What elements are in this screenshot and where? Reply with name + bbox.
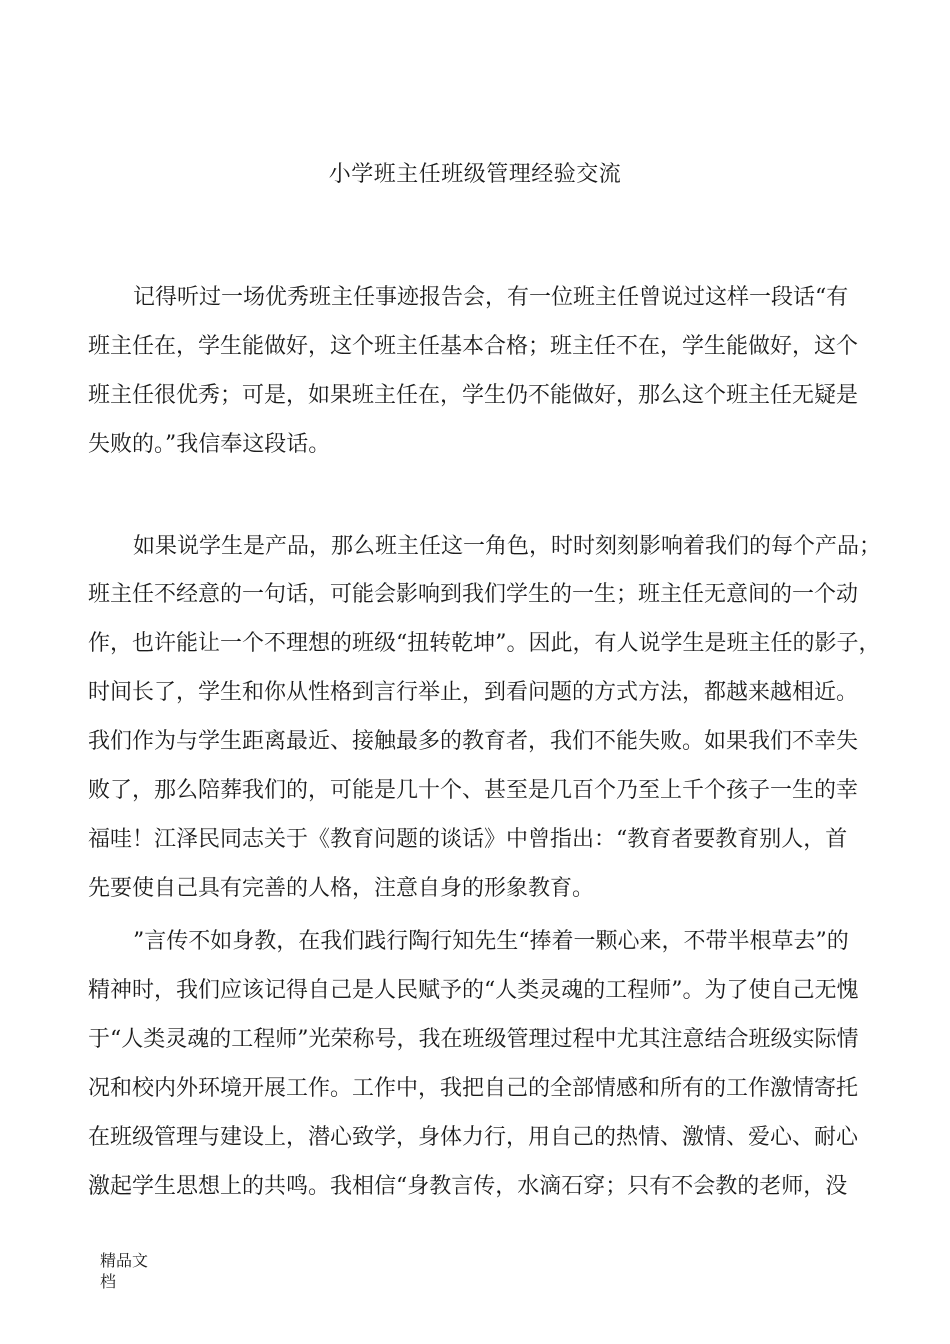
paragraph-1-line-4: 失败的。”我信奉这段话。 [88,432,331,457]
paragraph-2-line-4: 时间长了，学生和你从性格到言行举止，到看问题的方式方法，都越来越相近。 [88,680,859,705]
paragraph-3-line-2: 精神时，我们应该记得自己是人民赋予的“人类灵魂的工程师”。为了使自己无愧 [88,978,859,1003]
paragraph-3-line-1: ”言传不如身教，在我们践行陶行知先生“捧着一颗心来，不带半根草去”的 [133,929,849,954]
paragraph-2-line-6: 败了，那么陪葬我们的，可能是几十个、甚至是几百个乃至上千个孩子一生的幸 [88,778,859,803]
paragraph-2-line-1: 如果说学生是产品，那么班主任这一角色，时时刻刻影响着我们的每个产品； [133,534,882,559]
paragraph-2-line-3: 作，也许能让一个不理想的班级“扭转乾坤”。因此，有人说学生是班主任的影子， [88,631,881,656]
paragraph-3-line-5: 在班级管理与建设上，潜心致学，身体力行，用自己的热情、激情、爱心、耐心 [88,1125,859,1150]
paragraph-1-line-2: 班主任在，学生能做好，这个班主任基本合格；班主任不在，学生能做好，这个 [88,334,859,359]
paragraph-2-line-2: 班主任不经意的一句话，可能会影响到我们学生的一生；班主任无意间的一个动 [88,582,859,607]
paragraph-3-line-6: 激起学生思想上的共鸣。我相信“身教言传，水滴石穿；只有不会教的老师，没 [88,1174,848,1199]
paragraph-2-line-7: 福哇！江泽民同志关于《教育问题的谈话》中曾指出：“教育者要教育别人，首 [88,827,848,852]
paragraph-2-line-8: 先要使自己具有完善的人格，注意自身的形象教育。 [88,876,595,901]
paragraph-3-line-4: 况和校内外环境开展工作。工作中，我把自己的全部情感和所有的工作激情寄托 [88,1076,859,1101]
paragraph-2-line-5: 我们作为与学生距离最近、接触最多的教育者，我们不能失败。如果我们不幸失 [88,729,859,754]
footer-watermark-label: 精品文档 [100,1251,149,1291]
paragraph-1-line-1: 记得听过一场优秀班主任事迹报告会，有一位班主任曾说过这样一段话“有 [133,285,849,310]
paragraph-1-line-3: 班主任很优秀；可是，如果班主任在，学生仍不能做好，那么这个班主任无疑是 [88,383,859,408]
document-title: 小学班主任班级管理经验交流 [328,162,622,187]
paragraph-3-line-3: 于“人类灵魂的工程师”光荣称号，我在班级管理过程中尤其注意结合班级实际情 [88,1027,859,1052]
